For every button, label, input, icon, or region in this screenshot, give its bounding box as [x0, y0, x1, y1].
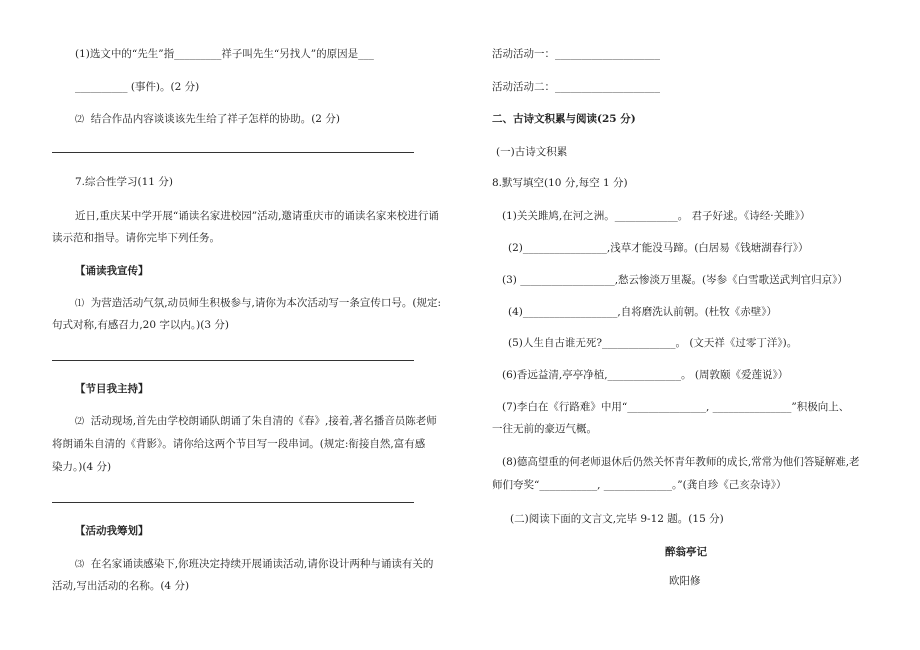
- q8-item-1: (1)关关雎鸠,在河之洲。____________。 君子好逑。《诗经·关雎》）: [502, 210, 811, 222]
- answer-line-q6: [52, 152, 414, 153]
- activity-2: 活动活动二：____________________: [492, 81, 660, 93]
- q8-item-2: (2)________________,浅草才能没马蹄。(白居易《钱塘湖春行》）: [508, 242, 809, 254]
- q8-title: 8.默写填空(10 分,每空 1 分): [492, 177, 628, 189]
- q6-sub1-continuation: __________ (事件)。(2 分): [75, 81, 200, 93]
- section-plan-line1: [75, 557, 433, 572]
- q7-intro-line1: 近日,重庆某中学开展“诵读名家进校园”活动,邀请重庆市的诵读名家来校进行诵: [75, 210, 439, 222]
- subsection-1-title: (一)古诗文积累: [496, 146, 568, 158]
- section-promote-text1: 为营造活动气氛,动员师生积极参与,请你为本次活动写一条宣传口号。(规定:: [90, 297, 442, 309]
- section-promote-line1: [75, 296, 441, 311]
- q8-item-7-line2: 一往无前的豪迈气概。: [492, 423, 597, 435]
- essay-author: 欧阳修: [669, 575, 701, 587]
- section-host-number: ⑵: [75, 417, 85, 427]
- q8-item-6: (6)香远益清,亭亭净植,______________。 (周敦颐《爱莲说》）: [502, 369, 789, 381]
- section-host-title: 【节目我主持】: [75, 383, 149, 395]
- q8-item-5: (5)人生自古谁无死?______________。 (文天祥《过零丁洋》)。: [508, 337, 798, 349]
- q6-sub1-text: (1)选文中的“先生”指_________祥子叫先生“另找人”的原因是___: [75, 48, 374, 60]
- section-plan-title: 【活动我筹划】: [75, 525, 149, 537]
- section-host-line2: 将朗诵朱自清的《背影》。请你给这两个节目写一段串词。(规定:衔接自然,富有感: [52, 438, 426, 450]
- section-promote-line2: 句式对称,有感召力,20 字以内。)(3 分): [52, 319, 229, 331]
- essay-title: 醉翁亭记: [665, 546, 707, 558]
- q7-intro-line2: 读示范和指导。请你完毕下列任务。: [52, 232, 220, 244]
- q6-sub2-text: 结合作品内容谈谈该先生给了祥子怎样的协助。(2 分): [90, 113, 340, 125]
- section-promote-number: ⑴: [75, 299, 85, 309]
- answer-line-slogan: [52, 360, 414, 361]
- subsection-2-title: (二)阅读下面的文言文,完毕 9-12 题。(15 分): [510, 513, 724, 525]
- q8-item-4: (4)__________________,自将磨洗认前朝。(杜牧《赤壁》）: [508, 306, 778, 318]
- activity-1: 活动活动一：____________________: [492, 48, 660, 60]
- section-plan-number: ⑶: [75, 560, 85, 570]
- section-host-line1: [75, 414, 437, 429]
- section-plan-line2: 活动,写出活动的名称。(4 分): [52, 580, 190, 592]
- q8-item-8-line1: (8)德高望重的何老师退休后仍然关怀青年教师的成长,常常为他们答疑解难,老: [502, 456, 860, 468]
- answer-line-host: [52, 502, 414, 503]
- q7-title: 7.综合性学习(11 分): [75, 176, 173, 188]
- q8-item-7-line1: (7)李白在《行路难》中用“_______________, _______________”积极向上、: [502, 401, 850, 413]
- q6-sub2-number: ⑵: [75, 115, 85, 125]
- section-host-text1: 活动现场,首先由学校朗诵队朗诵了朱自清的《春》,接着,著名播音员陈老师: [90, 415, 437, 427]
- section-plan-text1: 在名家诵读感染下,你班决定持续开展诵读活动,请你设计两种与诵读有关的: [90, 558, 434, 570]
- q8-item-3: (3) __________________,愁云惨淡万里凝。(岑参《白雪歌送武判官归京》）: [502, 274, 848, 286]
- q6-sub2: [75, 112, 340, 127]
- q8-item-8-line2: 师们夸奖“___________, _____________。”(龚自珍《己亥杂诗》）: [492, 479, 787, 491]
- section-promote-title: 【诵读我宣传】: [75, 265, 149, 277]
- part2-title: 二、古诗文积累与阅读(25 分): [492, 113, 636, 125]
- section-host-line3: 染力。)(4 分): [52, 461, 112, 473]
